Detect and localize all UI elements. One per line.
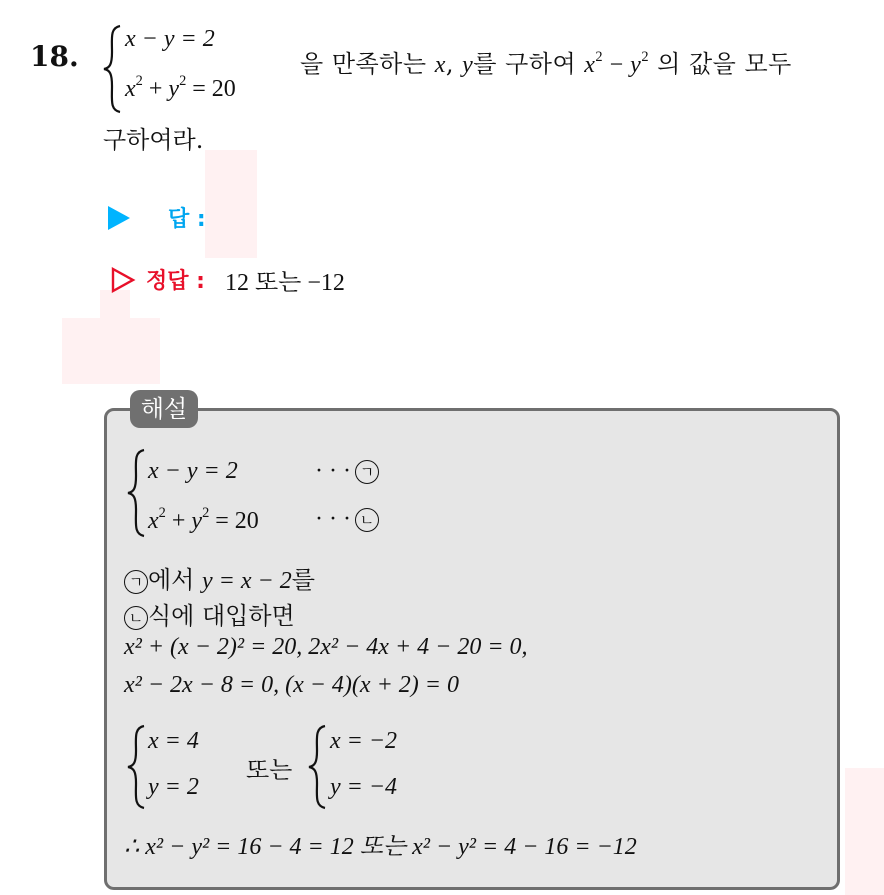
solution-equation-2: $x^2 + y^2 = 20$ [148,504,259,534]
solution-a-brace [124,724,148,810]
answer-label: 답 : [168,207,206,232]
solution-equation-2-marker: · · · ㄴ [315,506,379,533]
correct-answer-value: 12 또는 −12 [224,270,345,296]
system-brace [100,24,124,114]
solution-conclusion: ∴ x² − y² = 16 − 4 = 12 또는 x² − y² = 4 − 16 = −12 [124,834,637,860]
solution-a-y: y = 2 [148,774,199,800]
triangle-filled-icon [108,206,130,230]
answer-row [108,202,206,233]
solution-b-brace [305,724,329,810]
solution-b-y: y = −4 [330,774,398,800]
correct-answer-label: 정답 : [146,269,205,294]
solution-tag: 해설 [130,390,198,428]
solution-or: 또는 [246,756,293,784]
solution-step-2: ㄴ 식에 대입하면 [124,596,295,631]
circled-giyeok: ㄱ [124,570,148,594]
circled-nieun: ㄴ [124,606,148,630]
watermark-block [205,150,257,258]
triangle-outline-icon [110,267,136,293]
question-text: 을 만족하는 x, y를 구하여 $x^2 - y^2$ 의 값을 모두 [300,48,792,78]
solution-step-1: ㄱ 에서 y = x − 2를 [124,560,315,595]
solution-equation-1: x − y = 2 [148,458,238,484]
circled-nieun: ㄴ [355,508,379,532]
solution-step-3: x² + (x − 2)² = 20, 2x² − 4x + 4 − 20 = 0, [124,634,528,660]
solution-system-brace [124,448,148,538]
system-equation-2: $x^2 + y^2 = 20$ [125,72,236,102]
watermark-block [845,768,884,895]
question-text-continued: 구하여라. [103,126,204,154]
circled-giyeok: ㄱ [355,460,379,484]
correct-answer-row [110,262,345,297]
system-equation-1: x − y = 2 [125,26,215,52]
solution-equation-1-marker: · · · ㄱ [315,458,379,485]
solution-step-4: x² − 2x − 8 = 0, (x − 4)(x + 2) = 0 [124,672,459,698]
solution-a-x: x = 4 [148,728,199,754]
question-number: 18. [30,40,79,73]
solution-b-x: x = −2 [330,728,398,754]
